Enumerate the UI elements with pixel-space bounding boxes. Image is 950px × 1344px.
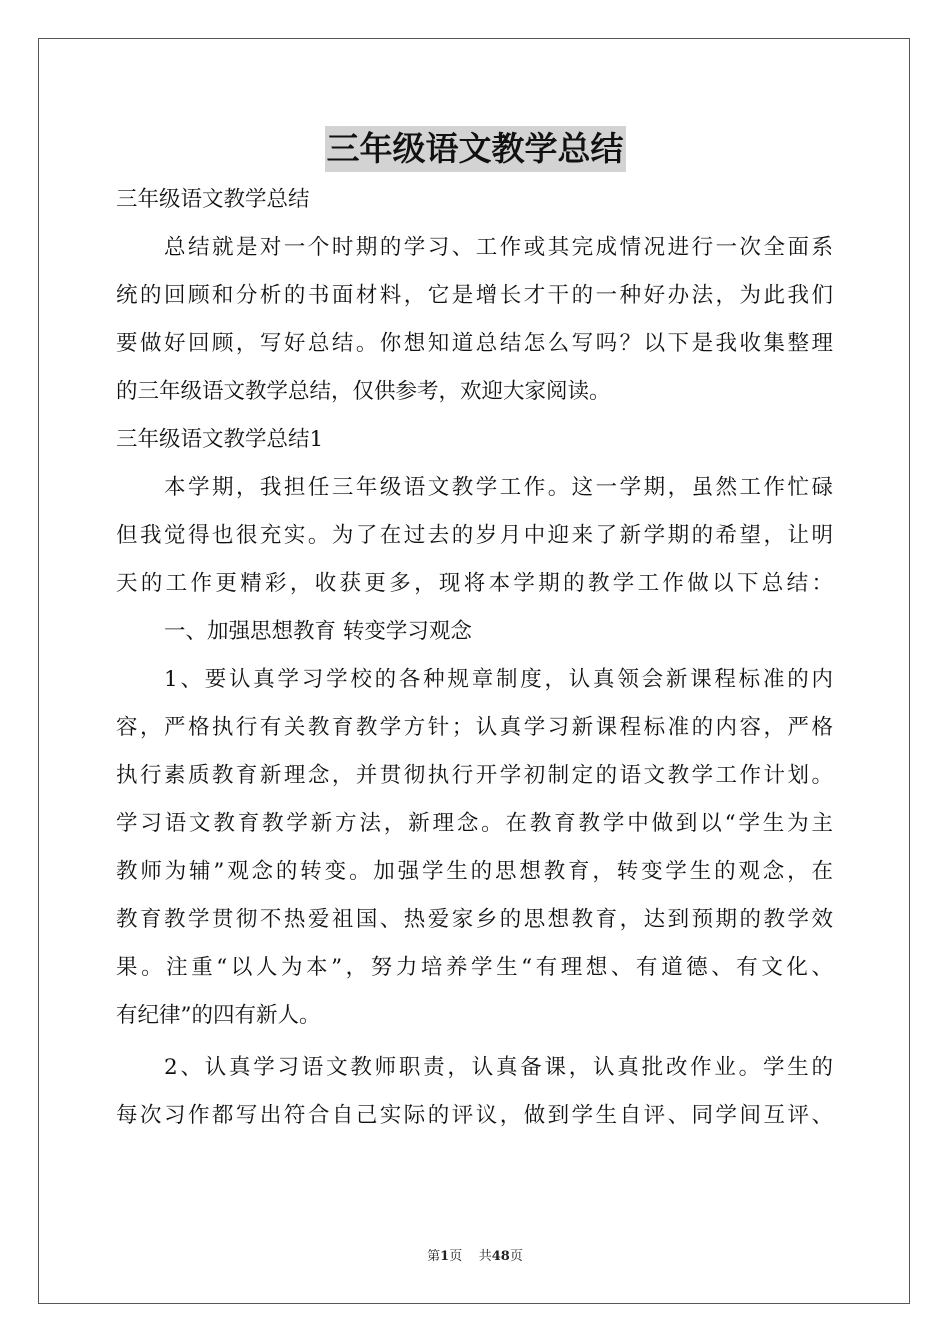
paragraph-line: 容，严格执行有关教育教学方针；认真学习新课程标准的内容，严格 — [116, 715, 833, 740]
paragraph-line: 但我觉得也很充实。为了在过去的岁月中迎来了新学期的希望，让明 — [116, 523, 833, 548]
page-prefix: 第 — [427, 1249, 441, 1264]
subtitle: 三年级语文教学总结 — [116, 187, 310, 212]
paragraph-line: 学习语文教育教学新方法，新理念。在教育教学中做到以“学生为主 — [116, 811, 833, 836]
paragraph-line: 天的工作更精彩，收获更多，现将本学期的教学工作做以下总结： — [116, 571, 833, 596]
document-body — [116, 176, 833, 1140]
intro-line: 统的回顾和分析的书面材料，它是增长才干的一种好办法，为此我们 — [116, 283, 833, 308]
total-prefix: 共 — [478, 1249, 492, 1264]
section-title: 三年级语文教学总结1 — [116, 427, 324, 452]
title-container — [0, 126, 950, 172]
intro-line: 要做好回顾，写好总结。你想知道总结怎么写吗？以下是我收集整理 — [116, 331, 833, 356]
paragraph-line: 本学期，我担任三年级语文教学工作。这一学期，虽然工作忙碌 — [164, 475, 833, 500]
page-number: 1 — [440, 1249, 450, 1264]
paragraph-line: 教育教学贯彻不热爱祖国、热爱家乡的思想教育，达到预期的教学效 — [116, 907, 833, 932]
intro-line: 的三年级语文教学总结，仅供参考，欢迎大家阅读。 — [116, 379, 611, 404]
total-pages: 48 — [491, 1249, 510, 1264]
intro-line: 总结就是对一个时期的学习、工作或其完成情况进行一次全面系 — [164, 235, 833, 260]
paragraph-line: 执行素质教育新理念，并贯彻执行开学初制定的语文教学工作计划。 — [116, 763, 833, 788]
paragraph-line: 教师为辅”观念的转变。加强学生的思想教育，转变学生的观念，在 — [116, 859, 833, 884]
paragraph-line: 2、认真学习语文教师职责，认真备课，认真批改作业。学生的 — [164, 1055, 833, 1080]
page-footer — [0, 1245, 950, 1264]
section-heading: 一、加强思想教育 转变学习观念 — [164, 619, 472, 644]
paragraph-line: 有纪律”的四有新人。 — [116, 1003, 321, 1028]
total-suffix: 页 — [509, 1249, 523, 1264]
page-suffix: 页 — [449, 1249, 463, 1264]
paragraph-line: 每次习作都写出符合自己实际的评议，做到学生自评、同学间互评、 — [116, 1103, 833, 1128]
paragraph-line: 1、要认真学习学校的各种规章制度，认真领会新课程标准的内 — [164, 667, 833, 692]
paragraph-line: 果。注重“以人为本”，努力培养学生“有理想、有道德、有文化、 — [116, 955, 833, 980]
document-title: 三年级语文教学总结 — [325, 126, 626, 172]
